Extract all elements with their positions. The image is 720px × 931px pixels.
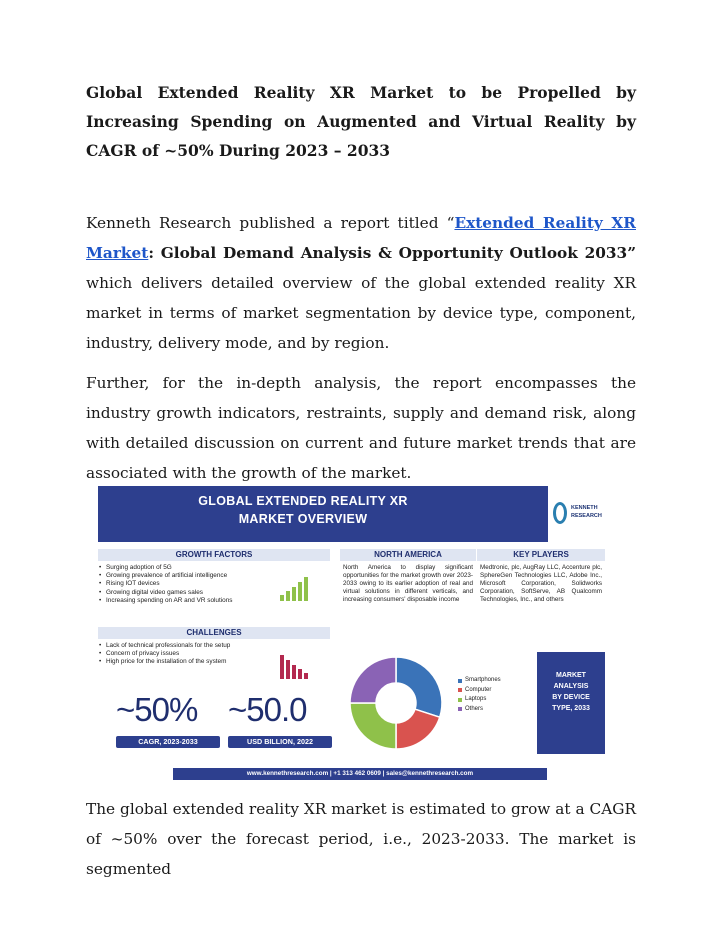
legend-item [458, 705, 501, 715]
key-players-title: KEY PLAYERS [477, 549, 605, 561]
legend-label: Computer [465, 686, 492, 693]
growth-factors-list [98, 564, 266, 605]
header-line-1: GLOBAL EXTENDED REALITY XR [198, 494, 408, 508]
header-title [98, 492, 508, 528]
pie-legend [458, 676, 501, 714]
analysis-paragraph: Further, for the in-depth analysis, the report encompasses the industry growth indicators, restraints, supply and demand risk, along with detailed discussion on current and future market trends that are associated with the growth of the market. [86, 374, 636, 482]
market-analysis-box [537, 652, 605, 754]
growth-factor-item: • Rising IOT devices [98, 580, 266, 588]
infographic-header [98, 484, 613, 544]
challenge-item: • High price for the installation of the system [98, 658, 266, 666]
report-link[interactable]: Extended Reality XR Market [86, 214, 636, 262]
pie-slice-computer [396, 709, 440, 749]
intro-paragraph [86, 208, 636, 358]
device-type-chart [340, 652, 605, 754]
logo-mark-icon [553, 502, 567, 524]
north-america-title: NORTH AMERICA [340, 549, 476, 561]
legend-item [458, 686, 501, 696]
intro-report-title: : Global Demand Analysis & Opportunity Outlook 2033” [148, 244, 636, 262]
legend-swatch [458, 707, 462, 711]
legend-swatch [458, 679, 462, 683]
legend-label: Others [465, 705, 484, 712]
challenges-title: CHALLENGES [98, 627, 330, 639]
market-size-value: ~50.0 [228, 691, 307, 728]
market-box-line-3: BY DEVICE [552, 694, 590, 701]
legend-swatch [458, 698, 462, 702]
legend-swatch [458, 688, 462, 692]
legend-label: Laptops [465, 696, 487, 702]
cagr-paragraph: The global extended reality XR market is estimated to grow at a CAGR of ~50% over the forecast period, i.e., 2023-2033. The market is segmented [86, 800, 636, 878]
challenge-item: • Lack of technical professionals for the setup [98, 642, 266, 650]
growth-factors-title: GROWTH FACTORS [98, 549, 330, 561]
header-line-2: MARKET OVERVIEW [238, 512, 368, 526]
north-america-panel [340, 549, 476, 649]
intro-rest: which delivers detailed overview of the global extended reality XR market in terms of market segmentation by device type, component, industry, delivery mode, and by region. [86, 274, 636, 352]
pie-slice-smartphones [396, 657, 442, 717]
challenges-list [98, 642, 266, 667]
kenneth-research-logo [553, 500, 611, 528]
growth-factor-item: • Growing digital video games sales [98, 589, 266, 597]
logo-line-2: RESEARCH [571, 513, 602, 519]
logo-line-1: KENNETH [571, 505, 598, 511]
challenge-item: • Concern of privacy issues [98, 650, 266, 658]
cagr-value: ~50% [116, 691, 198, 728]
growth-factor-item: • Increasing spending on AR and VR solutions [98, 597, 266, 605]
growth-factors-panel [98, 549, 330, 709]
market-infographic [98, 484, 613, 782]
pie-slice-laptops [350, 703, 396, 749]
key-players-panel [477, 549, 605, 649]
intro-lead: Kenneth Research published a report titled “ [86, 214, 455, 232]
market-size-tag: USD BILLION, 2022 [228, 736, 332, 748]
legend-item [458, 676, 501, 686]
key-players-text: Medtronic, plc, AugRay LLC, Accenture plc, SphereGen Technologies LLC, Adobe Inc., Microsoft Corporation, Solidworks Corporation, SoftServe, AB Qualcomm Technologies, Inc., and others [480, 564, 602, 603]
market-box-line-2: ANALYSIS [553, 683, 589, 690]
legend-item [458, 695, 501, 705]
pie-slice-others [350, 657, 396, 703]
contact-footer: www.kennethresearch.com | +1 313 462 0609 | sales@kennethresearch.com [173, 768, 547, 780]
article-title: Global Extended Reality XR Market to be Propelled by Increasing Spending on Augmented and Virtual Reality by CAGR of ~50% During 2023 – 2033 [86, 83, 636, 160]
decline-chart-icon [280, 653, 312, 679]
growth-factor-item: • Growing prevalence of artificial intelligence [98, 572, 266, 580]
growth-factor-item: • Surging adoption of 5G [98, 564, 266, 572]
market-box-line-1: MARKET [556, 672, 586, 679]
growth-chart-icon [280, 575, 312, 601]
logo-text [571, 504, 602, 520]
market-box-line-4: TYPE, 2033 [552, 705, 590, 712]
north-america-text: North America to display significant opportunities for the market growth over 2023-2033 owing to its earlier adoption of real and virtual solutions in different verticals, and increasing consumers' disposable income [343, 564, 473, 603]
pie-chart [342, 652, 452, 754]
cagr-tag: CAGR, 2023-2033 [116, 736, 220, 748]
legend-label: Smartphones [465, 677, 501, 683]
